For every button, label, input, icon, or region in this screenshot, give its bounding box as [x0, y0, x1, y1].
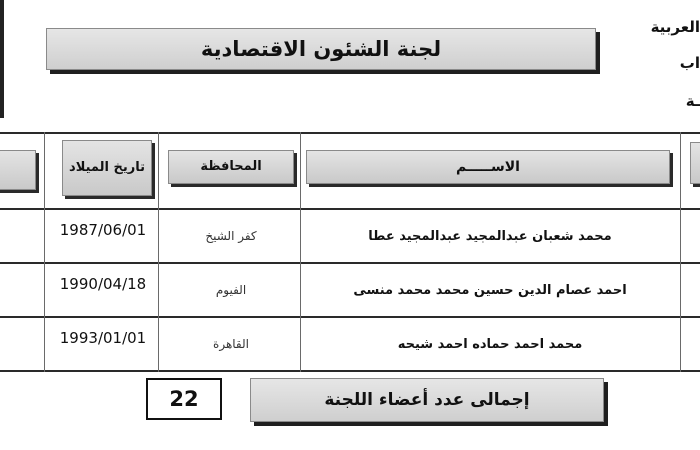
member-count-value: 22	[169, 387, 199, 411]
header-cell-partial-left	[0, 150, 36, 190]
row-3-name: محمد احمد حماده احمد شيحه	[397, 336, 583, 352]
header-birth-date-label: تاريخ الميلاد	[69, 160, 145, 175]
member-count-box	[146, 378, 222, 420]
header-governorate-label: المحافظة	[200, 159, 262, 174]
row-1-name: محمد شعبان عبدالمجيد عبدالمجيد عطا	[368, 228, 612, 244]
row-2-governorate: الفيوم	[215, 283, 247, 297]
member-total-label: إجمالى عدد أعضاء اللجنة	[324, 390, 530, 410]
table-top-border	[0, 132, 700, 134]
row-2-birth-date: 1990/04/18	[59, 275, 147, 293]
row-1-governorate: كفر الشيخ	[205, 229, 257, 243]
header-name	[306, 150, 670, 184]
members-table	[0, 132, 700, 372]
column-divider	[680, 132, 681, 372]
header-name-label: الاســـــم	[456, 159, 520, 175]
left-edge-bar	[0, 0, 4, 118]
corner-line-3: ـة	[685, 92, 700, 110]
committee-title-text: لجنة الشئون الاقتصادية	[200, 37, 442, 61]
table-bottom-border	[0, 370, 700, 372]
corner-header-text	[610, 0, 700, 120]
row-2-name: احمد عصام الدين حسين محمد محمد منسى	[353, 282, 627, 298]
header-governorate	[168, 150, 294, 184]
row-1-birth-date: 1987/06/01	[59, 221, 147, 239]
row-3-governorate: القاهرة	[213, 337, 249, 351]
row-3-birth-date: 1993/01/01	[59, 329, 147, 347]
header-cell-partial-right	[690, 142, 700, 184]
corner-line-1: العربية	[650, 18, 700, 36]
committee-title	[46, 28, 596, 70]
corner-line-2: اب	[679, 54, 700, 72]
header-birth-date	[62, 140, 152, 196]
member-total-label-box	[250, 378, 604, 422]
